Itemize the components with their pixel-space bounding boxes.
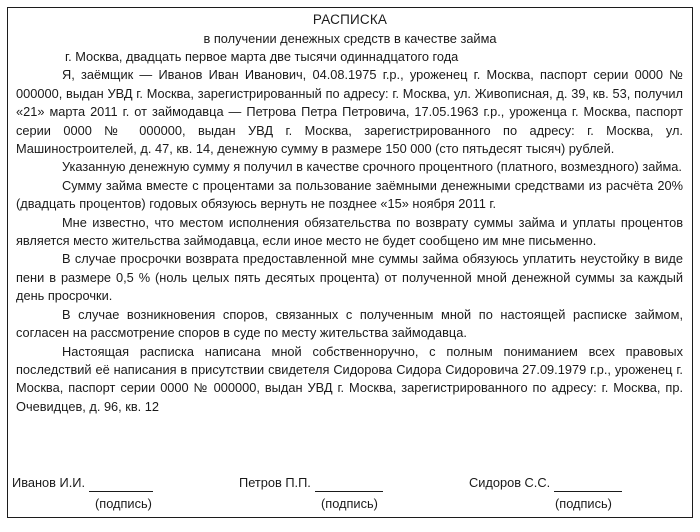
paragraph-borrower-info: Я, заёмщик — Иванов Иван Иванович, 04.08.1975 г.р., уроженец г. Москва, паспорт серии 0000 № 000000, выдан УВД г. Москва, зарегистрированный по адресу: г. Москва, ул. Живописная, д. 39, кв. 53, получил «21» марта 2011 г. от займодавца — Петрова Петра Петровича, 17.05.1963 г.р., уроженца г. Москва, паспорт серии 0000 № 000000, выдан УВД г. Москва, зарегистрированного по адресу: г. Москва, ул. Машиностроителей, д. 47, кв. 14, денежную сумму в размере 150 000 (сто пятьдесят тысяч) рублей. [16, 67, 683, 157]
signature-witness [469, 474, 622, 492]
signature-line [315, 478, 383, 492]
signature-line [554, 478, 622, 492]
receipt-document [7, 7, 693, 518]
signature-line [89, 478, 153, 492]
signature-caption: (подпись) [95, 496, 152, 511]
paragraph-penalty: В случае просрочки возврата предоставленной мне суммы займа обязуюсь уплатить неустойку в виде пени в размере 0,5 % (ноль целых пять десятых процента) от полученной мной денежной суммы за каждый день просрочки. [16, 251, 683, 304]
place-date-line: г. Москва, двадцать первое марта две тысячи одиннадцатого года [65, 49, 459, 64]
paragraph-witness: Настоящая расписка написана мной собственноручно, с полным пониманием всех правовых последствий её написания в присутствии свидетеля Сидорова Сидора Сидоровича 27.09.1979 г.р., уроженец г. Москва, паспорт серии 0000 № 000000, выдан УВД г. Москва, зарегистрированного по адресу: г. Москва, пр. Очевидцев, д. 96, кв. 12 [16, 343, 683, 414]
signature-name: Петров П.П. [239, 475, 311, 490]
signature-caption: (подпись) [321, 496, 378, 511]
paragraph-loan-type: Указанную денежную сумму я получил в качестве срочного процентного (платного, возмездного) займа. [62, 159, 682, 175]
paragraph-disputes: В случае возникновения споров, связанных с полученным мной по настоящей расписке займом, согласен на рассмотрение споров в суде по месту жительства займодавца. [16, 306, 683, 341]
paragraph-place-of-performance: Мне известно, что местом исполнения обязательства по возврату суммы займа и уплаты процентов является место жительства займодавца, если иное место не будет сообщено им мне письменно. [16, 214, 683, 249]
signature-borrower [12, 474, 153, 492]
document-title: РАСПИСКА [312, 12, 388, 27]
signature-name: Иванов И.И. [12, 475, 86, 490]
signature-caption: (подпись) [555, 496, 612, 511]
signature-lender [239, 474, 383, 492]
document-body [16, 48, 683, 416]
paragraph-repayment: Сумму займа вместе с процентами за пользование заёмными денежными средствами из расчёта 20% (двадцать процентов) годовых обязуюсь вернуть не позднее «15» ноября 2011 г. [16, 177, 683, 212]
document-subtitle: в получении денежных средств в качестве займа [203, 31, 497, 46]
signature-name: Сидоров С.С. [469, 475, 551, 490]
